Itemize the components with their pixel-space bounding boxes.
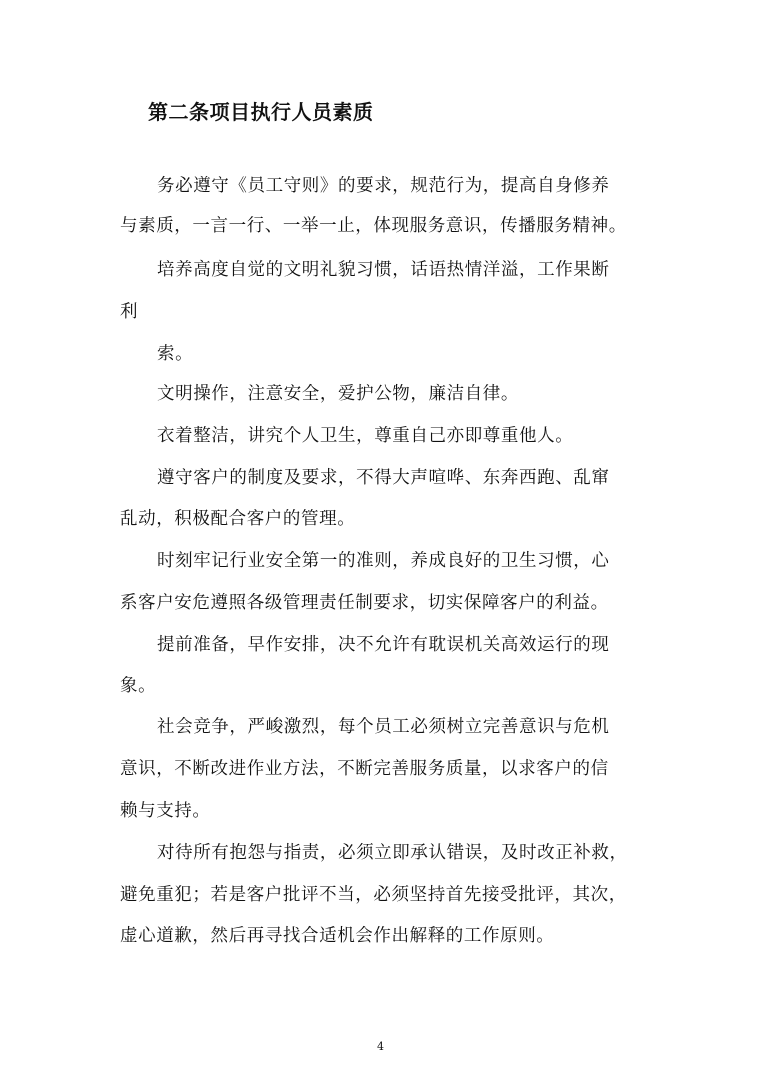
section-heading: 第二条项目执行人员素质 <box>148 100 374 124</box>
paragraph-line: 利 <box>120 302 139 322</box>
paragraph-line: 文明操作，注意安全，爱护公物，廉洁自律。 <box>157 384 519 404</box>
page-number: 4 <box>377 1040 384 1053</box>
paragraph-line: 赖与支持。 <box>120 801 211 821</box>
paragraph-line: 与素质，一言一行、一举一止，体现服务意识，传播服务精神。 <box>120 216 627 236</box>
paragraph-line: 意识，不断改进作业方法，不断完善服务质量，以求客户的信 <box>120 759 609 779</box>
paragraph-line: 乱动，积极配合客户的管理。 <box>120 509 356 529</box>
paragraph-line: 时刻牢记行业安全第一的准则，养成良好的卫生习惯，心 <box>157 551 610 571</box>
paragraph-line: 提前准备，早作安排，决不允许有耽误机关高效运行的现 <box>157 635 610 655</box>
paragraph-line: 务必遵守《员工守则》的要求，规范行为，提高自身修养 <box>157 176 610 196</box>
paragraph-line: 社会竞争，严峻激烈，每个员工必须树立完善意识与危机 <box>157 717 610 737</box>
paragraph-line: 索。 <box>157 344 194 364</box>
paragraph-line: 遵守客户的制度及要求，不得大声喧哗、东奔西跑、乱窜 <box>157 468 610 488</box>
paragraph-line: 衣着整洁，讲究个人卫生，尊重自己亦即尊重他人。 <box>157 426 574 446</box>
paragraph-line: 系客户安危遵照各级管理责任制要求，切实保障客户的利益。 <box>120 593 609 613</box>
paragraph-line: 虚心道歉，然后再寻找合适机会作出解释的工作原则。 <box>120 926 555 946</box>
paragraph-line: 培养高度自觉的文明礼貌习惯，话语热情洋溢，工作果断 <box>157 260 610 280</box>
paragraph-line: 象。 <box>120 676 157 696</box>
paragraph-line: 避免重犯；若是客户批评不当，必须坚持首先接受批评，其次， <box>120 885 627 905</box>
paragraph-line: 对待所有抱怨与指责，必须立即承认错误，及时改正补救， <box>157 843 628 863</box>
